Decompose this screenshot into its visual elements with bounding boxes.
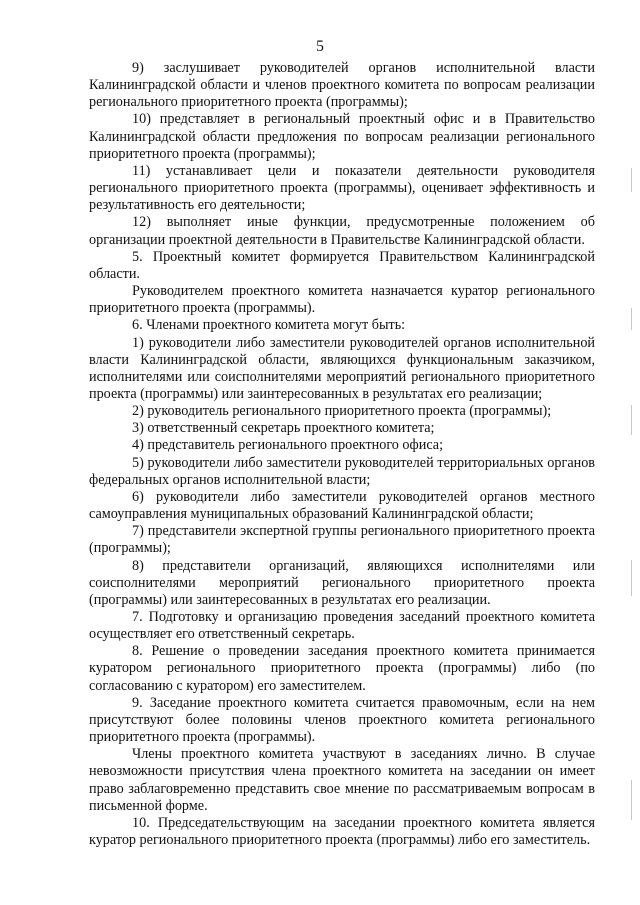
paragraph-personal-attendance: Члены проектного комитета участвуют в заседаниях лично. В случае невозможности присутствия члена проектного комитета на заседании он имеет право заблаговременно представить свое мнение по рассматриваемым вопросам в письменной форме. [89, 746, 595, 814]
paragraph-clause-8: 8. Решение о проведении заседания проектного комитета принимается куратором регионального приоритетного проекта (программы) либо (по согласованию с куратором) его заместителем. [89, 643, 595, 694]
paragraph-member-3: 3) ответственный секретарь проектного комитета; [132, 420, 435, 437]
paragraph-member-1: 1) руководители либо заместители руководителей органов исполнительной власти Калининградской области, являющихся функциональным заказчиком, исполнителями или соисполнителями мероприятий регионального приоритетного проекта (программы) или заинтересованных в результатах его реализации; [89, 334, 595, 402]
paragraph-member-2: 2) руководитель регионального приоритетного проекта (программы); [132, 403, 552, 420]
scan-margin-mark [631, 308, 632, 330]
paragraph-member-4: 4) представитель регионального проектного офиса; [132, 437, 444, 454]
page-number: 5 [316, 38, 324, 55]
paragraph-clause-9: 9. Заседание проектного комитета считается правомочным, если на нем присутствуют более половины членов проектного комитета регионального приоритетного проекта (программы). [89, 694, 595, 746]
paragraph-clause-7: 7. Подготовку и организацию проведения заседаний проектного комитета осуществляет его ответственный секретарь. [89, 609, 595, 643]
scan-margin-mark [631, 560, 632, 596]
paragraph-member-6: 6) руководители либо заместители руководителей органов местного самоуправления муниципальных образований Калининградской области; [89, 488, 595, 523]
scan-margin-mark [631, 168, 632, 192]
paragraph-item-11: 11) устанавливает цели и показатели деятельности руководителя регионального приоритетного проекта (программы), оценивает эффективность и результативность его деятельности; [89, 162, 595, 214]
scan-margin-mark [631, 780, 632, 820]
scan-margin-mark [631, 405, 632, 435]
paragraph-member-8: 8) представители организаций, являющихся исполнителями или соисполнителями мероприятий регионального приоритетного проекта (программы) или заинтересованных в результатах его реализации. [89, 557, 595, 608]
paragraph-item-12: 12) выполняет иные функции, предусмотренные положением об организации проектной деятельности в Правительстве Калининградской области. [89, 214, 595, 248]
paragraph-clause-10: 10. Председательствующим на заседании проектного комитета является куратор регионального приоритетного проекта (программы) либо его заместитель. [89, 814, 595, 849]
paragraph-member-5: 5) руководители либо заместители руководителей территориальных органов федеральных органов исполнительной власти; [89, 454, 595, 488]
paragraph-item-10: 10) представляет в региональный проектный офис и в Правительство Калининградской области предложения по вопросам реализации регионального приоритетного проекта (программы); [89, 111, 595, 162]
paragraph-item-9: 9) заслушивает руководителей органов исполнительной власти Калининградской области и членов проектного комитета по вопросам реализации регионального приоритетного проекта (программы); [89, 60, 595, 111]
paragraph-member-7: 7) представители экспертной группы регионального приоритетного проекта (программы); [89, 523, 595, 557]
paragraph-clause-6: 6. Членами проектного комитета могут быть: [132, 317, 406, 334]
paragraph-committee-head: Руководителем проектного комитета назначается куратор регионального приоритетного проекта (программы). [89, 283, 595, 317]
paragraph-clause-5: 5. Проектный комитет формируется Правительством Калининградской области. [89, 248, 595, 282]
document-body [89, 60, 595, 849]
